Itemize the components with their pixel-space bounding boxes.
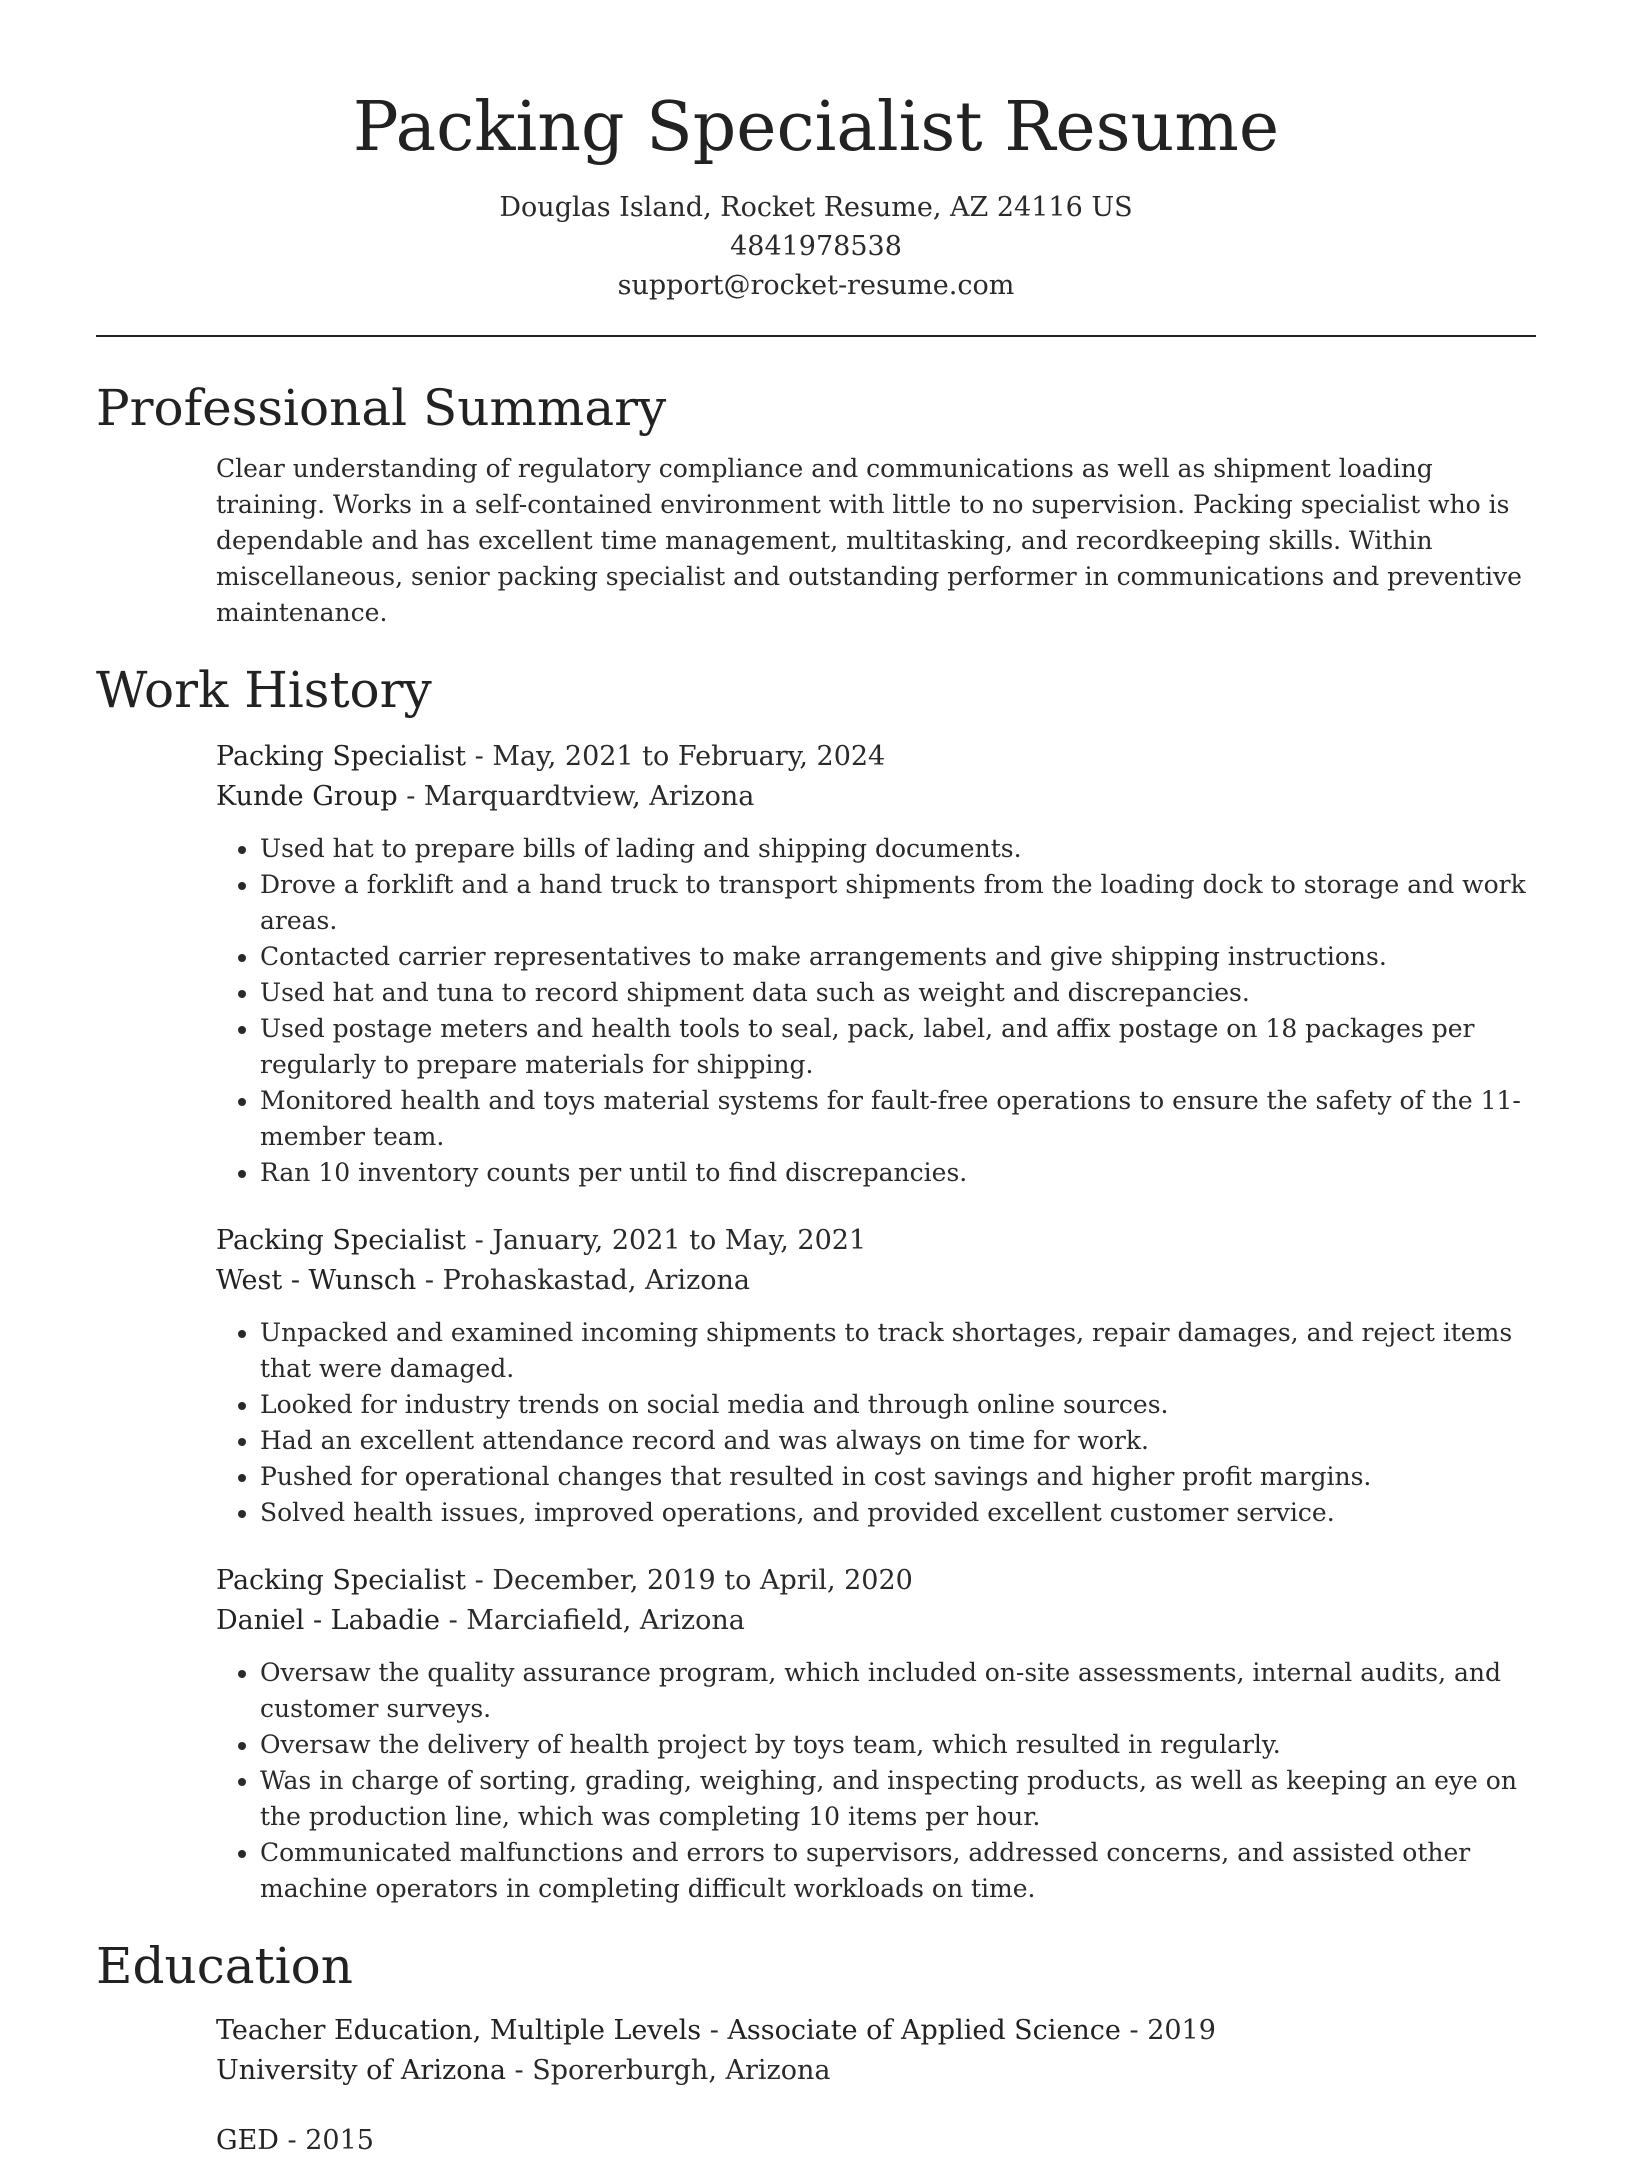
job-title-line xyxy=(216,737,1536,777)
education-degree-line xyxy=(216,2011,1536,2051)
work-history-heading: Work History xyxy=(96,661,432,719)
education-school-line xyxy=(216,2051,1536,2091)
contact-address: Douglas Island, Rocket Resume, AZ 24116 US xyxy=(499,192,1133,223)
education-entry xyxy=(216,2121,1536,2161)
job-location: Prohaskastad, Arizona xyxy=(442,1265,751,1296)
list-item: • Drove a forklift and a hand truck to transport shipments from the loading dock to storage and work areas. xyxy=(260,867,1536,939)
education-school: University of Arizona xyxy=(216,2055,506,2086)
list-item: • Was in charge of sorting, grading, weighing, and inspecting products, as well as keeping an eye on the production line, which was completing 10 items per hour. xyxy=(260,1763,1536,1835)
list-item: • Had an excellent attendance record and was always on time for work. xyxy=(260,1423,1536,1459)
education-year: 2015 xyxy=(305,2125,374,2156)
separator: - xyxy=(278,2125,306,2156)
job-title: Packing Specialist xyxy=(216,1565,467,1596)
summary-section xyxy=(96,375,1536,631)
job-dates: December, 2019 to April, 2020 xyxy=(492,1565,913,1596)
summary-body xyxy=(96,451,1536,631)
education-field: GED xyxy=(216,2125,279,2156)
separator: - xyxy=(466,1225,493,1256)
list-item: • Used hat to prepare bills of lading and shipping documents. xyxy=(260,831,1536,867)
job-company: Kunde Group xyxy=(216,781,398,812)
page-title: Packing Specialist Resume xyxy=(352,88,1280,167)
job-entry xyxy=(216,737,1536,1191)
job-entry xyxy=(216,1221,1536,1531)
job-dates: May, 2021 to February, 2024 xyxy=(492,741,886,772)
job-bullets xyxy=(216,1655,1536,1907)
separator: - xyxy=(701,2015,728,2046)
job-company: Daniel - Labadie xyxy=(216,1605,440,1636)
job-company: West - Wunsch xyxy=(216,1265,417,1296)
resume-header xyxy=(96,0,1536,305)
list-item: • Contacted carrier representatives to make arrangements and give shipping instructions. xyxy=(260,939,1536,975)
job-bullets xyxy=(216,831,1536,1191)
summary-heading: Professional Summary xyxy=(96,379,667,437)
education-body xyxy=(96,2011,1536,2161)
separator: - xyxy=(397,781,424,812)
separator: - xyxy=(505,2055,533,2086)
job-title: Packing Specialist xyxy=(216,741,467,772)
job-company-line xyxy=(216,1601,1536,1641)
list-item: • Oversaw the delivery of health project by toys team, which resulted in regularly. xyxy=(260,1727,1536,1763)
separator: - xyxy=(1120,2015,1148,2046)
work-history-section xyxy=(96,657,1536,1907)
job-entry xyxy=(216,1561,1536,1907)
education-entry xyxy=(216,2011,1536,2091)
list-item: • Used hat and tuna to record shipment data such as weight and discrepancies. xyxy=(260,975,1536,1011)
job-company-line xyxy=(216,777,1536,817)
education-heading: Education xyxy=(96,1937,353,1995)
job-location: Marquardtview, Arizona xyxy=(423,781,755,812)
contact-email: support@rocket-resume.com xyxy=(617,270,1015,301)
list-item: • Looked for industry trends on social media and through online sources. xyxy=(260,1387,1536,1423)
list-item: • Unpacked and examined incoming shipments to track shortages, repair damages, and reject items that were damaged. xyxy=(260,1315,1536,1387)
header-divider xyxy=(96,335,1536,337)
job-bullets xyxy=(216,1315,1536,1531)
education-degree: Associate of Applied Science xyxy=(727,2015,1121,2046)
job-company-line xyxy=(216,1261,1536,1301)
list-item: • Solved health issues, improved operations, and provided excellent customer service. xyxy=(260,1495,1536,1531)
education-section xyxy=(96,1933,1536,2161)
list-item: • Used postage meters and health tools to seal, pack, label, and affix postage on 18 packages per regularly to prepare materials for shipping. xyxy=(260,1011,1536,1083)
separator: - xyxy=(416,1265,443,1296)
education-degree-line xyxy=(216,2121,1536,2161)
education-location: Sporerburgh, Arizona xyxy=(532,2055,831,2086)
list-item: • Ran 10 inventory counts per until to find discrepancies. xyxy=(260,1155,1536,1191)
education-year: 2019 xyxy=(1147,2015,1216,2046)
job-dates: January, 2021 to May, 2021 xyxy=(492,1225,867,1256)
list-item: • Pushed for operational changes that resulted in cost savings and higher profit margins. xyxy=(260,1459,1536,1495)
contact-block xyxy=(96,188,1536,305)
job-title-line xyxy=(216,1561,1536,1601)
separator: - xyxy=(439,1605,467,1636)
summary-text: Clear understanding of regulatory compliance and communications as well as shipment loading training. Works in a self-contained environment with little to no supervision. Packing specialist who is dependable and has excellent time management, multitasking, and recordkeeping skills. Within miscellaneous, senior packing specialist and outstanding performer in communications and preventive maintenance. xyxy=(216,454,1522,627)
list-item: • Communicated malfunctions and errors to supervisors, addressed concerns, and assisted other machine operators in completing difficult workloads on time. xyxy=(260,1835,1536,1907)
work-history-body xyxy=(96,737,1536,1907)
job-title-line xyxy=(216,1221,1536,1261)
separator: - xyxy=(466,741,493,772)
separator: - xyxy=(466,1565,493,1596)
job-title: Packing Specialist xyxy=(216,1225,467,1256)
list-item: • Monitored health and toys material systems for fault-free operations to ensure the safety of the 11-member team. xyxy=(260,1083,1536,1155)
contact-phone: 4841978538 xyxy=(730,231,902,262)
education-field: Teacher Education, Multiple Levels xyxy=(216,2015,702,2046)
job-location: Marciafield, Arizona xyxy=(466,1605,745,1636)
list-item: • Oversaw the quality assurance program, which included on-site assessments, internal audits, and customer surveys. xyxy=(260,1655,1536,1727)
